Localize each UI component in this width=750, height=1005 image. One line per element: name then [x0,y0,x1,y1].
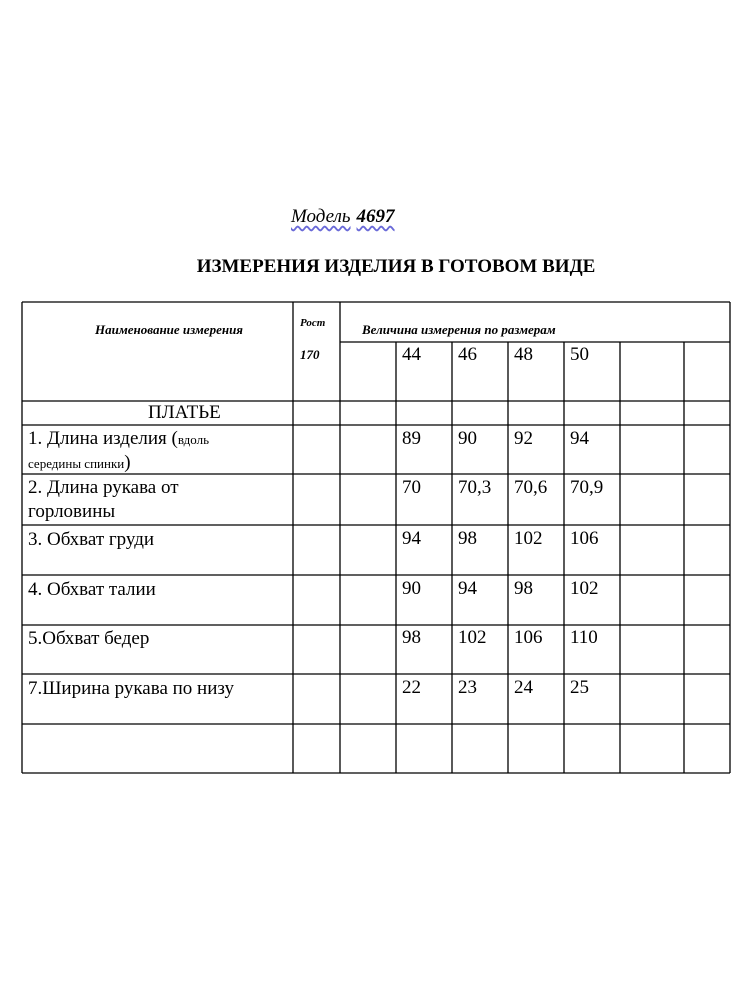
table-cell: 24 [514,677,533,698]
table-cell: 102 [570,578,599,599]
table-cell: 106 [570,528,599,549]
table-row-name: 7.Ширина рукава по низу [28,678,234,699]
table-cell: 110 [570,627,598,648]
size-cell: 46 [458,344,477,365]
table-cell: 98 [402,627,421,648]
table-row-name: 3. Обхват груди [28,529,155,550]
table-cell: 94 [570,428,589,449]
table-row-name: 2. Длина рукава от [28,477,179,498]
section-title: ПЛАТЬЕ [148,402,221,423]
table-row-name: 1. Длина изделия (вдоль [28,428,210,449]
table-cell: 70,6 [514,477,548,498]
document-heading: ИЗМЕРЕНИЯ ИЗДЕЛИЯ В ГОТОВОМ ВИДЕ [196,256,596,277]
size-cell: 48 [514,344,533,365]
table-cell: 90 [402,578,421,599]
model-number: 4697 [356,206,395,227]
table-cell: 89 [402,428,421,449]
table-row-name: 4. Обхват талии [28,579,156,600]
sizes-header: Величина измерения по размерам [362,322,556,337]
table-cell: 98 [458,528,477,549]
table-cell: 106 [514,627,543,648]
table-cell: 98 [514,578,533,599]
table-cell: 70 [402,477,421,498]
table-cell: 23 [458,677,477,698]
table-cell: 94 [402,528,421,549]
table-cell: 94 [458,578,477,599]
table-row-name-line2: горловины [28,501,116,522]
col-name-header: Наименование измерения [95,322,243,337]
height-value: 170 [300,347,320,362]
table-cell: 25 [570,677,589,698]
table-cell: 70,9 [570,477,604,498]
model-label: Модель [291,206,351,227]
col-height-header: Рост [300,317,326,329]
size-cell: 44 [402,344,421,365]
table-cell: 70,3 [458,477,492,498]
table-cell: 22 [402,677,421,698]
size-cell: 50 [570,344,589,365]
model-line [291,206,395,228]
table-row-name-line2: середины спинки) [28,452,131,473]
table-cell: 102 [514,528,543,549]
table-cell: 92 [514,428,533,449]
table-cell: 90 [458,428,477,449]
table-cell: 102 [458,627,487,648]
table-row-name: 5.Обхват бедер [28,628,150,649]
